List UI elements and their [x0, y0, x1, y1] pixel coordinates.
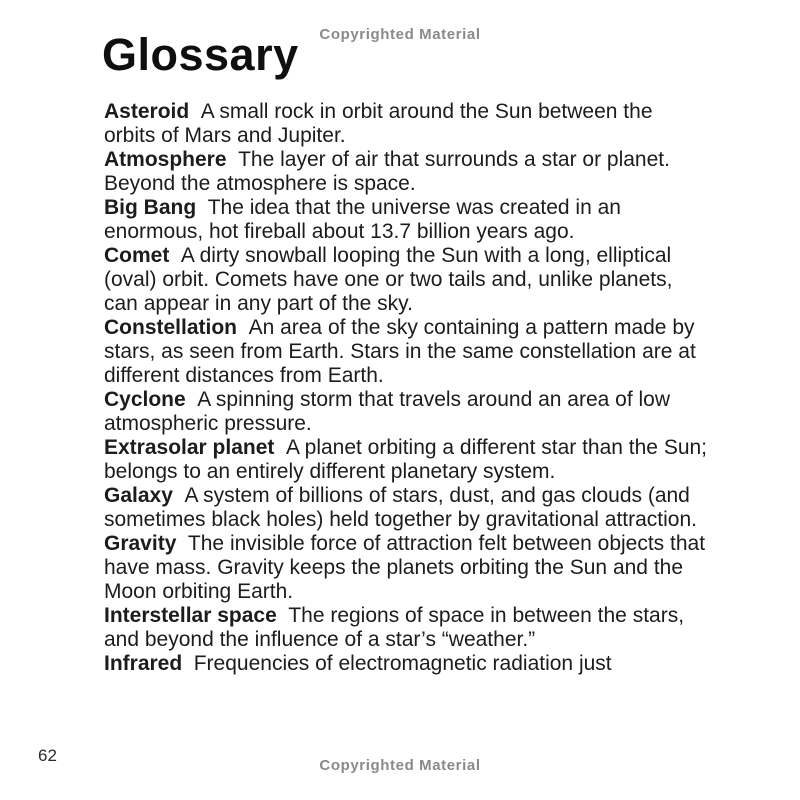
glossary-term: Gravity	[104, 532, 177, 555]
glossary-term: Infrared	[104, 652, 183, 675]
glossary-definition: A dirty snowball looping the Sun with a long, elliptical (oval) orbit. Comets have one or two tails and, unlike planets, can appear in any part of the sky.	[104, 244, 673, 315]
glossary-term: Interstellar space	[104, 604, 277, 627]
glossary-entry	[104, 604, 708, 652]
glossary-entry	[104, 196, 708, 244]
glossary-list	[104, 100, 708, 676]
page-number: 62	[38, 746, 57, 765]
glossary-term: Galaxy	[104, 484, 173, 507]
glossary-entry	[104, 436, 708, 484]
glossary-definition: The regions of space in between the stars, and beyond the influence of a star’s “weather.”	[104, 604, 685, 651]
glossary-entry	[104, 532, 708, 604]
glossary-definition: The layer of air that surrounds a star or planet. Beyond the atmosphere is space.	[104, 148, 670, 195]
glossary-term: Cyclone	[104, 388, 186, 411]
glossary-definition: A small rock in orbit around the Sun between the orbits of Mars and Jupiter.	[104, 100, 653, 147]
copyright-notice-bottom: Copyrighted Material	[319, 757, 481, 774]
glossary-definition: The invisible force of attraction felt between objects that have mass. Gravity keeps the planets orbiting the Sun and the Moon orbiting Earth.	[104, 532, 706, 603]
glossary-entry	[104, 100, 708, 148]
glossary-definition: The idea that the universe was created in an enormous, hot fireball about 13.7 billion years ago.	[104, 196, 621, 243]
glossary-term: Constellation	[104, 316, 238, 339]
glossary-term: Comet	[104, 244, 170, 267]
glossary-definition: A system of billions of stars, dust, and gas clouds (and sometimes black holes) held together by gravitational attraction.	[104, 484, 697, 531]
glossary-entry	[104, 652, 708, 676]
copyright-notice-top: Copyrighted Material	[319, 26, 481, 43]
glossary-entry	[104, 316, 708, 388]
glossary-term: Extrasolar planet	[104, 436, 275, 459]
glossary-term: Big Bang	[104, 196, 197, 219]
glossary-term: Asteroid	[104, 100, 190, 123]
glossary-definition: An area of the sky containing a pattern made by stars, as seen from Earth. Stars in the same constellation are at different distances from Earth.	[104, 316, 696, 387]
glossary-entry	[104, 244, 708, 316]
glossary-term: Atmosphere	[104, 148, 227, 171]
glossary-definition: A spinning storm that travels around an area of low atmospheric pressure.	[104, 388, 671, 435]
glossary-entry	[104, 388, 708, 436]
glossary-entry	[104, 484, 708, 532]
page-title: Glossary	[102, 29, 299, 80]
glossary-entry	[104, 148, 708, 196]
glossary-definition: Frequencies of electromagnetic radiation just	[193, 652, 612, 675]
glossary-definition: A planet orbiting a different star than the Sun; belongs to an entirely different planetary system.	[104, 436, 708, 483]
